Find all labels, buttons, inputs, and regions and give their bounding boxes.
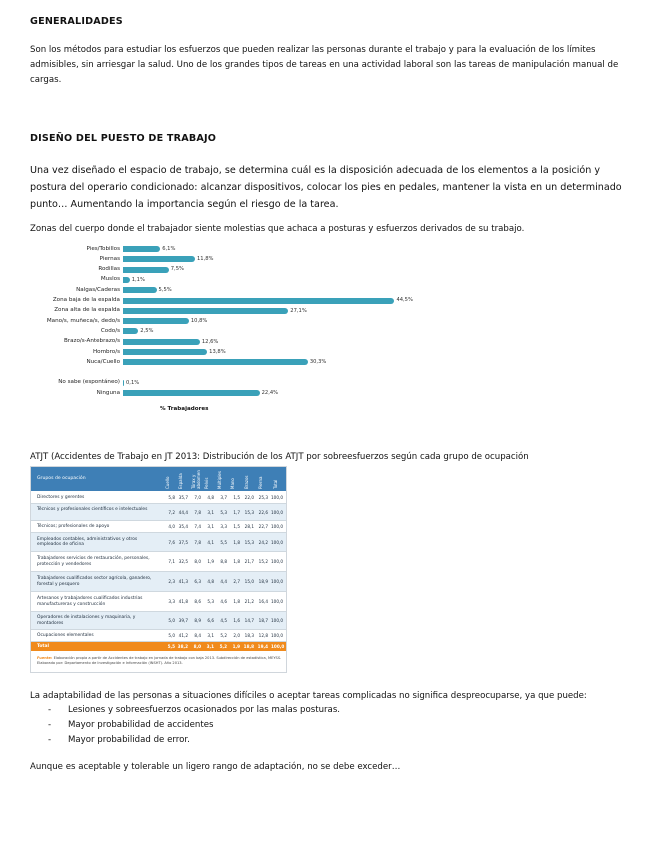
- chart-data-label: 2,5%: [140, 328, 154, 335]
- chart-category-label: Piernas: [99, 255, 120, 262]
- chart-data-label: 22,4%: [261, 390, 279, 396]
- chart-data-label: 1,1%: [131, 276, 145, 283]
- table-cell: 14,7: [244, 618, 254, 623]
- chart-category-label: Codo/s: [100, 327, 120, 334]
- table-column-header: Espalda: [178, 473, 183, 489]
- table-source-label: Fuente:: [37, 656, 53, 660]
- table-row: [31, 642, 286, 651]
- table-cell: 41,2: [178, 633, 188, 638]
- table-column-header: Mano: [230, 478, 235, 489]
- chart-data-label: 44,5%: [396, 297, 413, 304]
- table-header: [31, 467, 286, 491]
- table-cell: 24,2: [258, 539, 268, 545]
- table-cell: 18,8: [243, 644, 254, 649]
- paragraph-conclusion: Aunque es aceptable y tolerable un ligero rango de adaptación, no se debe exceder…: [30, 762, 401, 772]
- table-cell: 100,0: [271, 633, 283, 638]
- chart-bar: [123, 298, 394, 304]
- table-cell: 8,4: [194, 633, 201, 638]
- table-row-label: Operadores de instalaciones y maquinaria, y montadores: [37, 615, 136, 626]
- chart-category-label: Zona alta de la espalda: [54, 307, 120, 314]
- table-cell: 21,7: [244, 559, 254, 564]
- table-cell: 4,1: [207, 539, 214, 545]
- table-cell: 6,3: [194, 579, 201, 584]
- table-cell: 4,6: [220, 599, 227, 604]
- chart-category-label: Brazo/s-Antebrazo/s: [63, 338, 120, 345]
- table-cell: 4,8: [207, 579, 214, 584]
- table-cell: 15,3: [244, 509, 254, 515]
- table-cell: 37,5: [178, 539, 188, 545]
- table-group-header: Grupos de ocupación: [37, 476, 86, 481]
- table-cell: 100,0: [271, 539, 283, 545]
- table-cell: 1,8: [233, 559, 240, 564]
- table-cell: 15,0: [244, 579, 254, 584]
- table-cell: 15,2: [258, 559, 268, 564]
- table-cell: 8,8: [220, 559, 227, 564]
- table-row-label: Técnicos; profesionales de apoyo: [37, 523, 110, 529]
- chart-bar: [123, 246, 160, 252]
- table-row-label: Trabajadores cualificados sector agrícola, ganadero, forestal y pesquero: [37, 576, 152, 587]
- table-row: [31, 572, 286, 592]
- table-cell: 35,7: [178, 495, 188, 500]
- paragraph-diseno-puesto: Una vez diseñado el espacio de trabajo, se determina cuál es la disposición adecuada de los elementos a la posición y postura del operario condicionado: alcanzar dispositivos, colocar los pies en pedales, mantener la vista en un determinado punto… Aumentando la importancia según el riesgo de la tarea.: [30, 165, 622, 210]
- table-cell: 100,0: [271, 579, 283, 584]
- table-row: [31, 552, 286, 572]
- table-row: [31, 504, 286, 521]
- table-cell: 100,0: [271, 509, 283, 515]
- table-cell: 22,7: [258, 524, 268, 529]
- chart-category-label: Zona baja de la espalda: [52, 297, 120, 303]
- table-cell: 5,3: [207, 599, 214, 604]
- heading-diseno-puesto: DISEÑO DEL PUESTO DE TRABAJO: [30, 133, 217, 144]
- table-row: [31, 492, 286, 504]
- table-caption: ATJT (Accidentes de Trabajo en JT 2013: Distribución de los ATJT por sobreesfuerzos según cada grupo de ocupación: [30, 452, 529, 462]
- chart-data-label: 11,8%: [196, 256, 214, 263]
- table-cell: 100,0: [271, 599, 283, 604]
- chart-plot-area: [123, 244, 443, 404]
- table-cell: 4,0: [168, 524, 175, 529]
- table-cell: 5,3: [220, 509, 227, 515]
- table-cell: 4,5: [220, 618, 227, 623]
- chart-category-label: Nalgas/Caderas: [76, 286, 120, 293]
- list-item: - Mayor probabilidad de error.: [30, 733, 340, 748]
- chart-data-label: 13,8%: [209, 348, 226, 355]
- chart-data-label: 0,1%: [126, 379, 140, 386]
- table-cell: 18,9: [258, 579, 268, 584]
- chart-data-label: 7,5%: [170, 266, 184, 273]
- chart-category-label: Rodillas: [98, 266, 120, 273]
- chart-bar: [123, 308, 288, 314]
- chart-bar: [123, 287, 157, 293]
- table-cell: 38,2: [177, 644, 188, 649]
- table-cell: 1,8: [233, 539, 240, 545]
- table-row: [31, 592, 286, 612]
- table-column-header: Pelvis: [204, 477, 209, 489]
- table-row-label: Directores y gerentes: [37, 494, 85, 500]
- table-cell: 35,4: [178, 524, 188, 529]
- table-cell: 1,5: [233, 524, 240, 529]
- list-item: - Lesiones y sobreesfuerzos ocasionados por las malas posturas.: [30, 703, 340, 718]
- table-row-label: Artesanos y trabajadores cualificados industrias manufactureras y construcción: [37, 596, 143, 607]
- table-cell: 100,0: [271, 559, 283, 564]
- table-cell: 3,1: [206, 644, 214, 649]
- paragraph-generalidades: Son los métodos para estudiar los esfuerzos que pueden realizar las personas durante el trabajo y para la evaluación de los límites admisibles, sin arriesgar la salud. Uno de los grandes tipos de tareas en una actividad laboral son las tareas de manipulación manual de cargas.: [30, 45, 619, 85]
- chart-category-label: Pies/Tobillos: [86, 245, 120, 252]
- chart-caption: Zonas del cuerpo donde el trabajador siente molestias que achaca a posturas y esfuerzos derivados de su trabajo.: [30, 224, 525, 234]
- chart-bar: [123, 339, 200, 345]
- table-cell: 41,3: [178, 579, 188, 584]
- chart-category-labels: [30, 244, 120, 404]
- table-cell: 100,0: [271, 524, 283, 529]
- chart-category-label: Hombro/s: [92, 348, 120, 355]
- table-cell: 8,0: [193, 644, 201, 649]
- table-cell: 2,0: [233, 633, 240, 638]
- table-cell: 18,3: [244, 633, 254, 638]
- chart-bar: [123, 267, 169, 273]
- table-cell: 3,1: [207, 509, 214, 515]
- chart-data-label: 6,1%: [162, 245, 176, 252]
- table-row-label: Técnicos y profesionales científicos e intelectuales: [37, 506, 148, 512]
- table-cell: 8,9: [194, 618, 201, 623]
- table-cell: 18,7: [258, 618, 268, 623]
- chart-category-label: Mano/s, muñeca/s, dedo/s: [46, 317, 120, 324]
- table-cell: 7,4: [194, 524, 201, 529]
- table-row-label: Ocupaciones elementales: [37, 632, 94, 638]
- table-cell: 7,6: [168, 539, 175, 545]
- table-cell: 15,3: [244, 539, 254, 545]
- table-cell: 3,7: [220, 495, 227, 500]
- chart-data-label: 30,3%: [309, 359, 327, 366]
- table-row: [31, 612, 286, 630]
- table-cell: 5,0: [168, 618, 175, 623]
- table-cell: 5,0: [168, 633, 175, 638]
- chart-category-label: Nuca/Cuello: [86, 358, 120, 365]
- atjt-sobreesfuerzos-table: [30, 466, 287, 673]
- table-cell: 7,0: [194, 495, 201, 500]
- table-cell: 5,2: [220, 633, 227, 638]
- adaptabilidad-list: [30, 703, 340, 748]
- table-cell: 6,6: [207, 618, 214, 623]
- table-cell: 1,8: [233, 599, 240, 604]
- table-cell: 32,5: [178, 559, 188, 564]
- table-cell: 19,4: [257, 644, 268, 649]
- table-cell: 8,0: [194, 559, 201, 564]
- heading-generalidades: GENERALIDADES: [30, 16, 123, 27]
- chart-bar: [123, 380, 124, 386]
- table-cell: 22,6: [258, 509, 268, 515]
- table-source-text: Elaboración propia a partir de Accidentes de trabajo en jornada de trabajo con baja 2013. Subdirección de estadística, MEYSS. Elaborado por: Departamento de Investigación e Información (INSHT). Año 2013.: [37, 656, 282, 665]
- table-cell: 39,7: [178, 618, 188, 623]
- table-cell: 22,0: [244, 495, 254, 500]
- table-cell: 3,3: [220, 524, 227, 529]
- body-zones-bar-chart: [30, 244, 450, 419]
- table-cell: 7,2: [168, 509, 175, 515]
- table-cell: 1,9: [232, 644, 240, 649]
- list-item: - Mayor probabilidad de accidentes: [30, 718, 340, 733]
- table-column-header: Total: [273, 479, 278, 489]
- chart-bar: [123, 328, 138, 334]
- chart-bar: [123, 277, 130, 283]
- table-cell: 5,8: [168, 495, 175, 500]
- table-row: [31, 521, 286, 533]
- table-cell: 4,4: [220, 579, 227, 584]
- table-row: [31, 630, 286, 642]
- table-cell: 25,3: [258, 495, 268, 500]
- table-column-header: Brazos: [244, 475, 249, 489]
- table-column-header: Cuello: [165, 476, 170, 489]
- chart-data-label: 12,6%: [201, 338, 219, 345]
- table-cell: 16,4: [258, 599, 268, 604]
- table-cell: 4,8: [207, 495, 214, 500]
- table-cell: 7,8: [194, 509, 201, 515]
- chart-bar: [123, 318, 189, 324]
- table-cell: 12,8: [258, 633, 268, 638]
- table-cell: 3,3: [168, 599, 175, 604]
- table-cell: 28,1: [244, 524, 254, 529]
- table-cell: 2,7: [233, 579, 240, 584]
- table-cell: 8,6: [194, 599, 201, 604]
- chart-x-axis-label: % Trabajadores: [160, 406, 209, 412]
- chart-data-label: 27,1%: [290, 307, 307, 314]
- table-cell: 3,1: [207, 524, 214, 529]
- table-cell: 3,1: [207, 633, 214, 638]
- table-cell: 5,5: [167, 644, 175, 649]
- chart-bar: [123, 359, 308, 365]
- table-cell: 1,9: [207, 559, 214, 564]
- table-row-label: Empleados contables, administrativos y otros empleados de oficina: [37, 536, 138, 547]
- table-column-header: Tórax y abdomen: [191, 470, 201, 489]
- table-row: [31, 533, 286, 552]
- table-cell: 100,0: [271, 644, 285, 649]
- table-cell: 1,5: [233, 495, 240, 500]
- table-cell: 44,4: [178, 509, 188, 515]
- paragraph-adaptabilidad: La adaptabilidad de las personas a situaciones difíciles o aceptar tareas complicadas no significa despreocuparse, ya que puede:: [30, 691, 587, 701]
- chart-data-label: 10,8%: [190, 317, 208, 324]
- table-cell: 7,8: [194, 539, 201, 545]
- table-cell: 1,7: [233, 509, 240, 515]
- chart-bar: [123, 256, 195, 262]
- chart-category-label: Ninguna: [96, 389, 120, 396]
- table-cell: 100,0: [271, 495, 283, 500]
- table-cell: 21,2: [244, 599, 254, 604]
- table-row-label: Trabajadores servicios de restauración, personales, protección y vendedores: [37, 556, 150, 567]
- table-cell: 5,5: [220, 539, 227, 545]
- table-cell: 7,1: [168, 559, 175, 564]
- chart-data-label: 5,5%: [158, 287, 172, 293]
- table-cell: 1,6: [233, 618, 240, 623]
- table-cell: 2,3: [168, 579, 175, 584]
- table-source: [37, 656, 282, 665]
- chart-category-label: Muslos: [100, 276, 120, 283]
- table-cell: 100,0: [271, 618, 283, 623]
- chart-bar: [123, 349, 207, 355]
- table-cell: 41,8: [178, 599, 188, 604]
- table-column-header: Pierna: [258, 476, 263, 489]
- table-column-header: Múltiples: [217, 471, 222, 489]
- chart-category-label: No sabe (espontáneo): [58, 379, 120, 386]
- table-row-label: Total: [37, 643, 49, 649]
- chart-bar: [123, 390, 260, 396]
- table-cell: 5,2: [219, 644, 227, 649]
